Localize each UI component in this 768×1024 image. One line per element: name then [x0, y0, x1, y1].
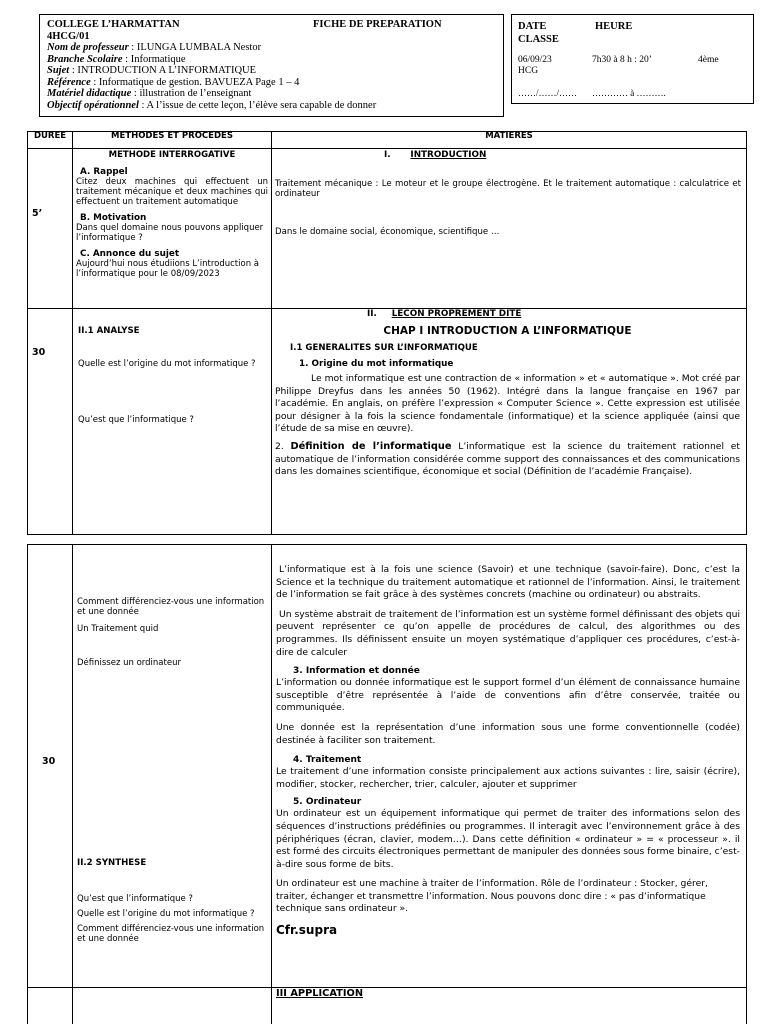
traitement-title: 4. Traitement	[293, 755, 362, 766]
application-title: III APPLICATION	[276, 988, 364, 999]
fiche-code: 4HCG/01	[47, 30, 90, 42]
col-matieres-header: MATIERES	[485, 131, 533, 141]
col-methodes-header: METHODES ET PROCEDES	[111, 131, 233, 141]
rappel-answer: Traitement mécanique : Le moteur et le groupe électrogène. Et le traitement automatique : calculatrice et ordinateur	[275, 179, 741, 199]
table2-right-border	[746, 544, 747, 1024]
objectif-label: Objectif opérationnel	[47, 99, 139, 111]
branche-label: Branche Scolaire	[47, 53, 123, 65]
classe-label: CLASSE	[518, 34, 559, 45]
table2-col-divider-2	[271, 544, 272, 1024]
synthese-question-2: Quelle est l’origine du mot informatique ?	[77, 909, 255, 919]
motivation-answer: Dans le domaine social, économique, scientifique …	[275, 227, 500, 237]
prof-label: Nom de professeur	[47, 42, 129, 53]
heure-value: 7h30 à 8 h : 20’	[592, 55, 652, 65]
row3-border	[27, 987, 747, 988]
row1-matieres	[275, 150, 741, 237]
row2-duree: 30	[32, 347, 46, 358]
section-lecon	[275, 309, 740, 320]
ordinateur-text: Un ordinateur est un équipement informatique qui permet de traiter des informations selon des séquences d’instructions prédéfinies ou programmes. Il interagit avec l’environnement grâce à des périphériques (écran, clavier, modem…). Dans cette définition « ordinateur » = « processeur ». il est formé des circuits électroniques permettant de manipuler des données sous forme binaire, c’est-à-dire sous forme de bits.	[276, 808, 740, 870]
section-ii-num: II.	[367, 309, 377, 319]
col-duree-header: DUREE	[33, 131, 67, 141]
branche-value: : Informatique	[122, 53, 186, 65]
definition-text: L’informatique est la science du traitement rationnel et automatique de l’information considérée comme support des connaissances et des communications dans les domaines scientifique, économique et social (Définition de l’académie Française).	[275, 440, 740, 478]
table2-top-border	[27, 544, 747, 545]
information-text: L’information ou donnée informatique est le support formel d’un élément de connaissance humaine susceptible d’être représentée à l’aide de conventions afin d’être conservée, traitée ou communiquée.	[276, 677, 740, 714]
question-traitement: Un Traitement quid	[77, 624, 159, 634]
definition-num: 2.	[275, 440, 291, 452]
analyse-title: II.1 ANALYSE	[78, 326, 140, 336]
prof-line	[47, 42, 261, 54]
row2-methodes	[78, 326, 268, 425]
sujet-value: : INTRODUCTION A L’INFORMATIQUE	[69, 65, 257, 76]
origine-title: 1. Origine du mot informatique	[299, 359, 454, 369]
table2-left-border	[27, 544, 28, 1024]
motivation-title: B. Motivation	[80, 213, 147, 223]
origine-text: Le mot informatique est une contraction de « information » et « automatique ». Mot créé par Philippe Dreyfus dans les années 50 (1962). Intégré dans la langue française en 1967 par l’académie. En anglais, on préfère l’expression « Computer Science ». Cette expression est utilisée pour désigner à la fois la science fondamentale (informatique) et la science appliquée (ainsi que l’étude de sa mise en œuvre).	[275, 373, 740, 435]
table-header-border	[27, 148, 747, 149]
blank-date: ……/……/……	[518, 88, 578, 98]
col-divider-1	[72, 131, 73, 535]
synthese-title: II.2 SYNTHESE	[77, 858, 147, 868]
row3-matieres	[276, 564, 740, 937]
objectif-value: : A l’issue de cette leçon, l’élève sera capable de donner	[138, 99, 377, 111]
annonce-text: Aujourd’hui nous étudiions L’introduction à l’informatique pour le 08/09/2023	[76, 259, 259, 279]
synthese-question-1: Qu’est que l’informatique ?	[77, 894, 193, 904]
science-paragraph: L’informatique est à la fois une science (Savoir) et une technique (savoir-faire). Donc, c’est la Science et la technique du traitement automatique et rationnel de l’information. Ainsi, le traitement de l’information se fait grâce à des systèmes concrets (machine ou ordinateur) ou abstraits.	[276, 564, 740, 601]
motivation-text: Dans quel domaine nous pouvons appliquer l’informatique ?	[76, 223, 264, 243]
date-box	[511, 14, 754, 104]
materiel-value: : illustration de l’enseignant	[131, 88, 252, 99]
classe-value: 4ème	[698, 55, 719, 65]
systeme-abstrait-paragraph: Un système abstrait de traitement de l’information est un système formel définissant des objets qui peuvent représenter ce qu’on appelle de procédures de calcul, des algorithmes ou des programmes. Ils définissent ensuite un moyen systématique d’appliquer ces procédures, c’est-à-dire de calculer	[276, 608, 740, 658]
generalites-title: I.1 GENERALITES SUR L’INFORMATIQUE	[290, 343, 478, 353]
information-title: 3. Information et donnée	[293, 666, 420, 677]
table2-col-divider-1	[72, 544, 73, 1024]
col-divider-2	[271, 131, 272, 535]
materiel-label: Matériel didactique	[47, 88, 132, 99]
row1-methodes	[76, 150, 268, 279]
row1-duree: 5’	[32, 208, 43, 219]
methode-title: METHODE INTERROGATIVE	[108, 150, 236, 160]
donnee-text: Une donnée est la représentation d’une information sous une forme conventionnelle (codée) destinée à faciliter son traitement.	[276, 721, 740, 746]
college-name: COLLEGE L’HARMATTAN	[47, 19, 180, 30]
synthese-question-3: Comment différenciez-vous une information et une donnée	[77, 924, 265, 944]
prof-value: : ILUNGA LUMBALA Nestor	[128, 42, 262, 53]
row3-methodes-top	[77, 597, 267, 668]
fiche-title: FICHE DE PREPARATION	[313, 19, 442, 30]
blank-time: ………… à ……….	[592, 88, 666, 98]
table-right-border	[746, 131, 747, 535]
row2-matieres	[275, 309, 740, 479]
row3-methodes-synthese	[77, 858, 267, 944]
definition-paragraph	[275, 441, 740, 479]
row3-duree: 30	[42, 756, 56, 767]
chapter-title: CHAP I INTRODUCTION A L’INFORMATIQUE	[383, 325, 632, 337]
ordinateur-title: 5. Ordinateur	[293, 797, 362, 808]
section-i-num: I.	[384, 150, 391, 160]
sujet-line	[47, 65, 256, 77]
traitement-text: Le traitement d’une information consiste principalement aux actions suivantes : lire, saisir (écrire), modifier, stocker, rechercher, trier, calculer, ajouter et supprimer	[276, 766, 740, 790]
definition-title: Définition de l’informatique	[290, 440, 452, 452]
table-left-border	[27, 131, 28, 535]
branche-line	[47, 54, 186, 66]
reference-label: Référence	[47, 76, 91, 88]
question-difference: Comment différenciez-vous une information et une donnée	[77, 597, 265, 617]
materiel-line	[47, 88, 251, 100]
date-value: 06/09/23	[518, 55, 552, 65]
section-introduction	[275, 150, 741, 161]
sujet-label: Sujet	[47, 65, 70, 76]
rappel-text: Citez deux machines qui effectuent un traitement mécanique et deux machines qui effectuent un traitement automatique	[76, 177, 268, 207]
reference-line	[47, 77, 299, 89]
section-ii-title: LECON PROPREMENT DITE	[391, 309, 522, 319]
objectif-line	[47, 100, 376, 112]
question-ordinateur: Définissez un ordinateur	[77, 658, 181, 668]
question-informatique: Qu’est que l’informatique ?	[78, 415, 194, 425]
hcg-label: HCG	[518, 66, 539, 76]
section-i-title: INTRODUCTION	[410, 150, 487, 160]
date-label: DATE	[518, 21, 547, 32]
cfr-supra: Cfr.supra	[276, 923, 338, 938]
annonce-title: C. Annonce du sujet	[80, 249, 180, 259]
header-box	[39, 14, 504, 117]
question-origine: Quelle est l’origine du mot informatique ?	[78, 359, 256, 369]
table-bottom-border	[27, 534, 747, 535]
heure-label: HEURE	[595, 21, 633, 32]
rappel-title: A. Rappel	[80, 167, 128, 177]
ordinateur-text-2: Un ordinateur est une machine à traiter de l’information. Rôle de l’ordinateur : Stocker, gérer, traiter, échanger et transmettre l’information. Nous pouvons donc dire : « pas d’informatique technique sans ordinateur ».	[276, 878, 708, 915]
reference-value: : Informatique de gestion. BAVUEZA Page 1 – 4	[90, 76, 300, 88]
